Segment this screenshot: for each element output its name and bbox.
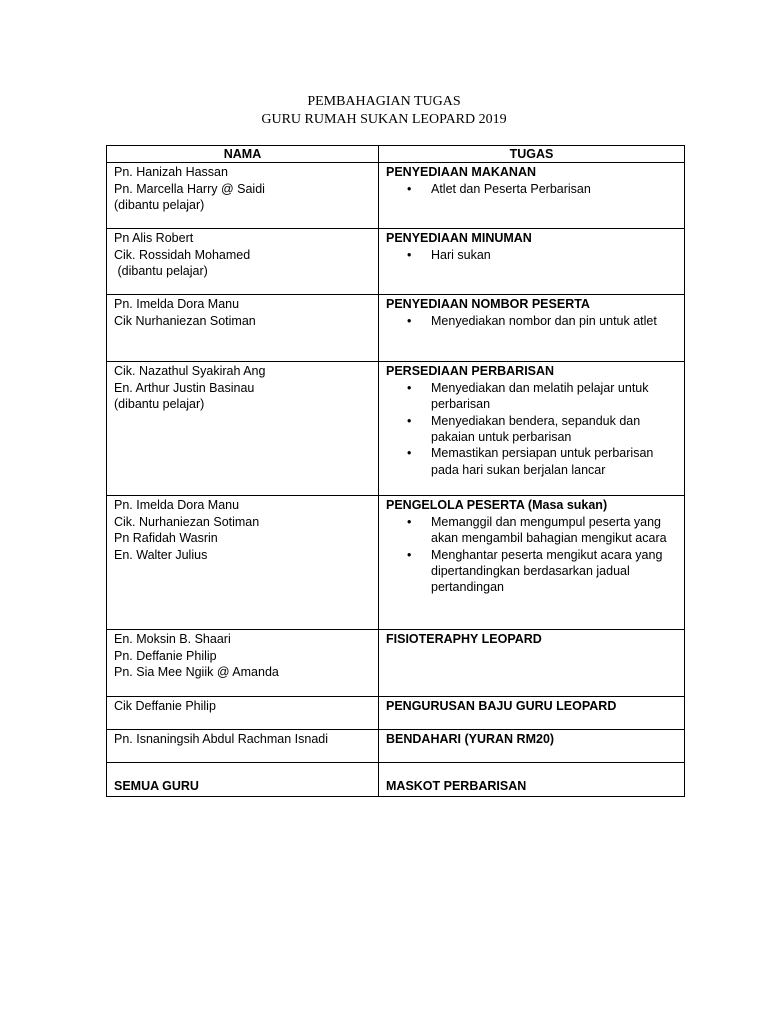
task-list [386, 247, 678, 263]
teacher-name: En. Arthur Justin Basinau [114, 380, 255, 395]
teacher-name: Pn. Imelda Dora Manu [114, 297, 240, 312]
document-title: PEMBAHAGIAN TUGAS [307, 94, 461, 109]
task-item: • Menyediakan nombor dan pin untuk atlet [431, 313, 678, 329]
task-cell [379, 496, 685, 630]
teacher-name: Cik Deffanie Philip [114, 699, 216, 714]
teacher-name: Cik. Rossidah Mohamed [114, 247, 251, 262]
task-title: PENYEDIAAN NOMBOR PESERTA [386, 297, 590, 312]
teacher-name: En. Walter Julius [114, 547, 208, 562]
header-tugas: TUGAS [379, 146, 685, 163]
table-row [107, 229, 685, 295]
teacher-name: Cik. Nurhaniezan Sotiman [114, 514, 260, 529]
task-cell [379, 730, 685, 763]
teacher-name: Pn. Hanizah Hassan [114, 165, 228, 180]
table-row [107, 496, 685, 630]
teacher-name: Pn. Sia Mee Ngiik @ Amanda [114, 665, 279, 680]
task-cell [379, 229, 685, 295]
header-nama: NAMA [107, 146, 379, 163]
table-row [107, 163, 685, 229]
teacher-name: (dibantu pelajar) [114, 397, 205, 412]
table-row [107, 763, 685, 797]
names-cell [107, 229, 379, 295]
task-title: MASKOT PERBARISAN [386, 779, 527, 793]
task-title: PENYEDIAAN MAKANAN [386, 165, 537, 180]
teacher-name: (dibantu pelajar) [114, 264, 208, 279]
names-cell [107, 697, 379, 730]
table-row [107, 362, 685, 496]
teacher-name: Pn Rafidah Wasrin [114, 531, 218, 546]
task-item: • Memastikan persiapan untuk perbarisan pada hari sukan berjalan lancar [431, 445, 678, 478]
task-cell [379, 362, 685, 496]
names-cell [107, 163, 379, 229]
teacher-name: Pn. Deffanie Philip [114, 648, 217, 663]
task-item: • Menyediakan dan melatih pelajar untuk perbarisan [431, 380, 678, 413]
task-list [386, 181, 678, 197]
task-title: BENDAHARI (YURAN RM20) [386, 732, 555, 747]
duty-table [106, 145, 685, 797]
task-title: PENGELOLA PESERTA (Masa sukan) [386, 498, 608, 513]
task-title: FISIOTERAPHY LEOPARD [386, 632, 542, 647]
teacher-name: Cik. Nazathul Syakirah Ang [114, 364, 266, 379]
teacher-name: En. Moksin B. Shaari [114, 632, 231, 647]
task-item: • Menyediakan bendera, sepanduk dan pakaian untuk perbarisan [431, 413, 678, 446]
names-cell [107, 730, 379, 763]
names-cell [107, 362, 379, 496]
task-item: • Memanggil dan mengumpul peserta yang akan mengambil bahagian mengikut acara [431, 514, 678, 547]
table-row [107, 630, 685, 697]
task-item: • Atlet dan Peserta Perbarisan [431, 181, 678, 197]
teacher-name: SEMUA GURU [114, 779, 199, 793]
task-cell [379, 163, 685, 229]
teacher-name: Pn Alis Robert [114, 231, 194, 246]
task-title: PERSEDIAAN PERBARISAN [386, 364, 555, 379]
table-row [107, 295, 685, 362]
teacher-name: Pn. Imelda Dora Manu [114, 498, 240, 513]
task-cell [379, 763, 685, 797]
task-title: PENGURUSAN BAJU GURU LEOPARD [386, 699, 617, 714]
names-cell [107, 295, 379, 362]
task-cell [379, 630, 685, 697]
table-header-row [107, 146, 685, 163]
task-list [386, 514, 678, 596]
task-item: • Hari sukan [431, 247, 678, 263]
teacher-name: Cik Nurhaniezan Sotiman [114, 313, 256, 328]
task-list [386, 313, 678, 329]
teacher-name: Pn. Isnaningsih Abdul Rachman Isnadi [114, 732, 329, 747]
names-cell [107, 630, 379, 697]
names-cell [107, 496, 379, 630]
task-cell [379, 697, 685, 730]
table-row [107, 730, 685, 763]
teacher-name: Pn. Marcella Harry @ Saidi [114, 181, 265, 196]
task-list [386, 380, 678, 478]
task-item: • Menghantar peserta mengikut acara yang dipertandingkan berdasarkan jadual pertandingan [431, 547, 678, 596]
task-cell [379, 295, 685, 362]
teacher-name: (dibantu pelajar) [114, 198, 205, 213]
names-cell [107, 763, 379, 797]
document-subtitle: GURU RUMAH SUKAN LEOPARD 2019 [261, 112, 507, 127]
task-title: PENYEDIAAN MINUMAN [386, 231, 532, 246]
table-row [107, 697, 685, 730]
